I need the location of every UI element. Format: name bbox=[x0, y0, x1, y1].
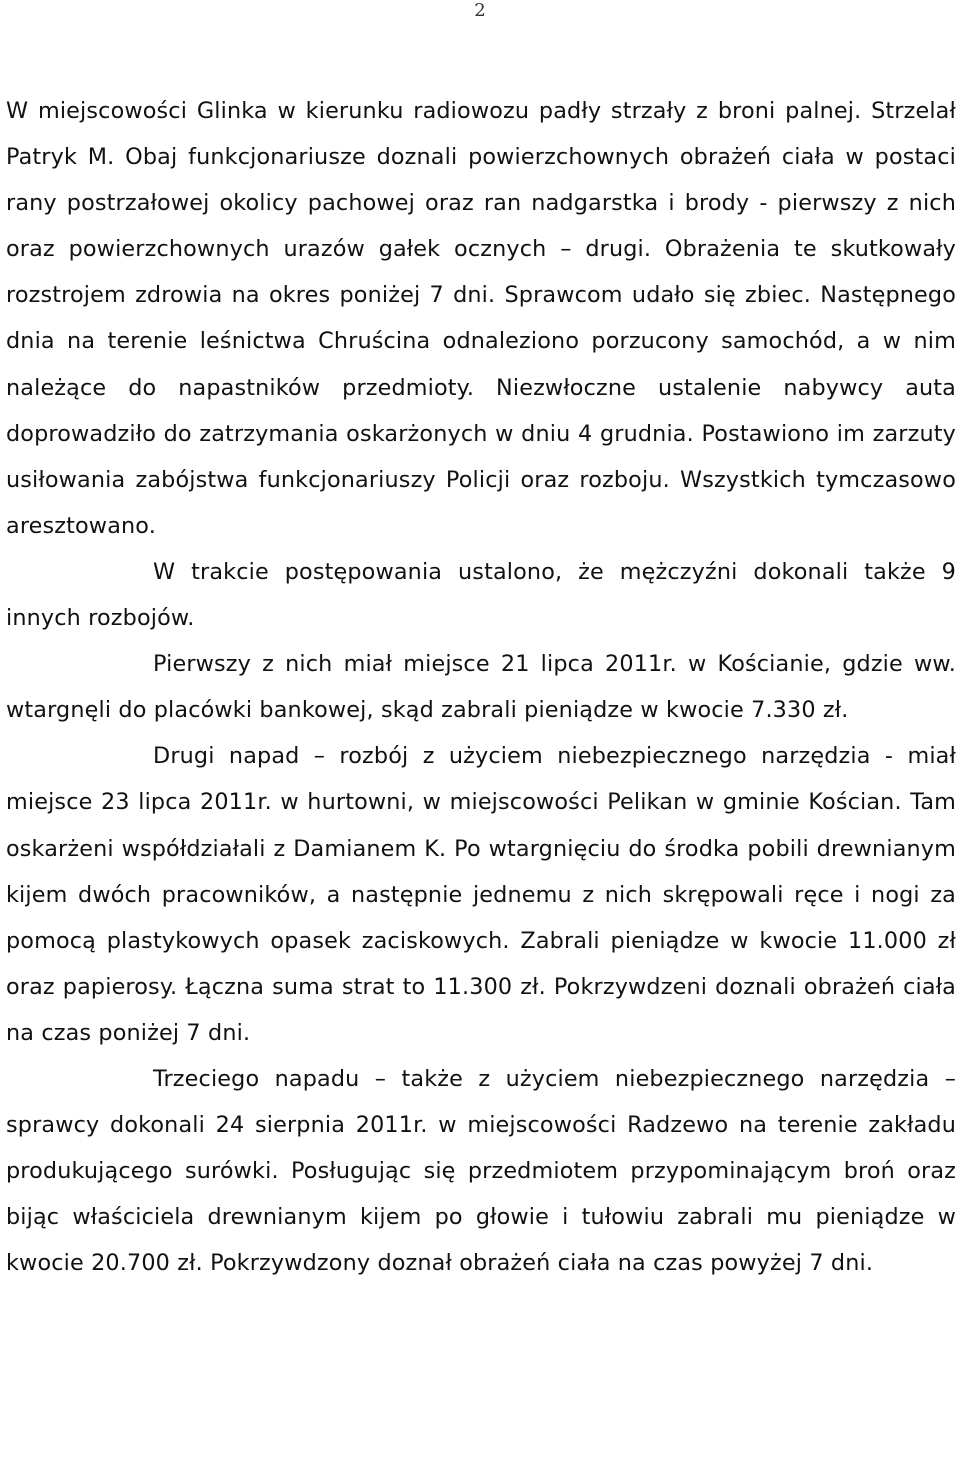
paragraph-4: Drugi napad – rozbój z użyciem niebezpiecznego narzędzia - miał miejsce 23 lipca 2011r. w hurtowni, w miejscowości Pelikan w gminie Kościan. Tam oskarżeni współdziałali z Damianem K. Po wtargnięciu do środka pobili drewnianym kijem dwóch pracowników, a następnie jednemu z nich skrępowali ręce i nogi za pomocą plastykowych opasek zaciskowych. Zabrali pieniądze w kwocie 11.000 zł oraz papierosy. Łączna suma strat to 11.300 zł. Pokrzywdzeni doznali obrażeń ciała na czas poniżej 7 dni. bbox=[6, 743, 956, 1046]
page-number: 2 bbox=[474, 0, 486, 21]
paragraph-5: Trzeciego napadu – także z użyciem niebezpiecznego narzędzia – sprawcy dokonali 24 sierpnia 2011r. w miejscowości Radzewo na terenie zakładu produkującego surówki. Posługując się przedmiotem przypominającym broń oraz bijąc właściciela drewnianym kijem po głowie i tułowiu zabrali mu pieniądze w kwocie 20.700 zł. Pokrzywdzony doznał obrażeń ciała na czas powyżej 7 dni. bbox=[6, 1065, 956, 1277]
document-body bbox=[6, 88, 956, 1286]
paragraph-3: Pierwszy z nich miał miejsce 21 lipca 2011r. w Kościanie, gdzie ww. wtargnęli do placówki bankowej, skąd zabrali pieniądze w kwocie 7.330 zł. bbox=[6, 651, 956, 724]
paragraph-1: W miejscowości Glinka w kierunku radiowozu padły strzały z broni palnej. Strzelał Patryk M. Obaj funkcjonariusze doznali powierzchownych obrażeń ciała w postaci rany postrzałowej okolicy pachowej oraz ran nadgarstka i brody - pierwszy z nich oraz powierzchownych urazów gałek ocznych – drugi. Obrażenia te skutkowały rozstrojem zdrowia na okres poniżej 7 dni. Sprawcom udało się zbiec. Następnego dnia na terenie leśnictwa Chruścina odnaleziono porzucony samochód, a w nim należące do napastników przedmioty. Niezwłoczne ustalenie nabywcy auta doprowadziło do zatrzymania oskarżonych w dniu 4 grudnia. Postawiono im zarzuty usiłowania zabójstwa funkcjonariuszy Policji oraz rozboju. Wszystkich tymczasowo aresztowano. bbox=[6, 98, 956, 539]
paragraph-2: W trakcie postępowania ustalono, że mężczyźni dokonali także 9 innych rozbojów. bbox=[6, 558, 956, 632]
